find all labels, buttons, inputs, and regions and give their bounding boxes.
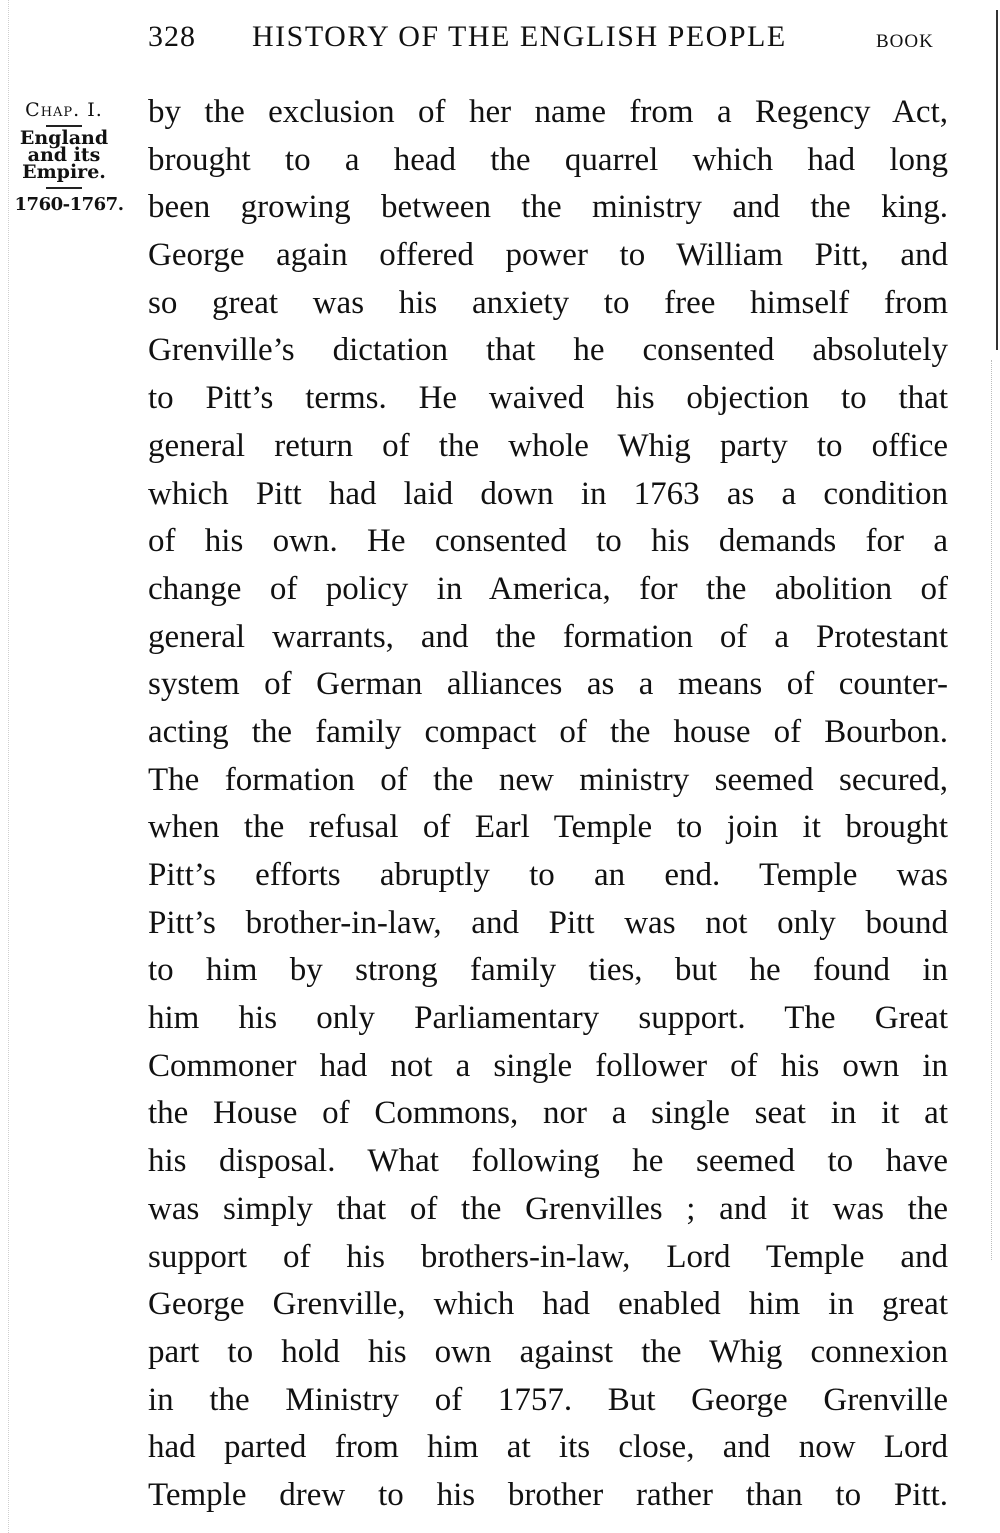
text-line: system of German alliances as a means of counter- bbox=[148, 666, 948, 703]
text-line: George again offered power to William Pitt, and bbox=[148, 237, 948, 274]
text-line: general return of the whole Whig party to office bbox=[148, 427, 948, 464]
text-line: him his only Parliamentary support. The Great bbox=[148, 1000, 948, 1037]
text-line: general warrants, and the formation of a Protestant bbox=[148, 618, 948, 655]
text-line: been growing between the ministry and the king. bbox=[148, 189, 948, 226]
page-number: 328 bbox=[148, 20, 196, 53]
text-line: Commoner had not a single follower of his own in bbox=[148, 1047, 948, 1084]
text-line: support of his brothers-in-law, Lord Temple and bbox=[148, 1238, 948, 1275]
scan-edge-right bbox=[996, 10, 998, 350]
text-line: Pitt’s efforts abruptly to an end. Temple was bbox=[148, 857, 948, 893]
sidenote-topic-line: England bbox=[19, 127, 109, 149]
sidenote-date-range: 1760-1767. bbox=[14, 194, 124, 215]
text-line: Temple drew to his brother rather than to Pitt. bbox=[148, 1476, 948, 1513]
text-line: brought to a head the quarrel which had long bbox=[148, 141, 948, 178]
text-line: so great was his anxiety to free himself from bbox=[148, 284, 948, 321]
sidenote-topic-line: Empire. bbox=[22, 161, 106, 183]
text-line: Grenville’s dictation that he consented absolutely bbox=[148, 332, 948, 369]
text-line: in the Ministry of 1757. But George Grenville bbox=[148, 1381, 948, 1418]
running-head bbox=[0, 18, 1000, 58]
body-text bbox=[148, 89, 948, 1520]
text-line: George Grenville, which had enabled him in great bbox=[148, 1286, 948, 1323]
text-line: part to hold his own against the Whig connexion bbox=[148, 1333, 948, 1370]
margin-sidenotes bbox=[14, 100, 124, 215]
text-line: Pitt’s brother-in-law, and Pitt was not only bound bbox=[148, 904, 948, 941]
text-line: which Pitt had laid down in 1763 as a condition bbox=[148, 475, 948, 512]
text-line: when the refusal of Earl Temple to join it brought bbox=[148, 809, 948, 846]
text-line: by the exclusion of her name from a Regency Act, bbox=[148, 94, 948, 130]
scan-edge-right-dotted bbox=[990, 360, 992, 1260]
text-line: to him by strong family ties, but he found in bbox=[148, 952, 948, 989]
running-title: HISTORY OF THE ENGLISH PEOPLE bbox=[252, 20, 787, 53]
text-line: change of policy in America, for the abolition of bbox=[148, 570, 948, 607]
scan-edge-left bbox=[8, 0, 49, 1533]
text-line: The formation of the new ministry seemed secured, bbox=[148, 761, 948, 798]
text-line: of his own. He consented to his demands for a bbox=[148, 523, 948, 560]
text-line: his disposal. What following he seemed to have bbox=[148, 1143, 948, 1180]
text-line: to Pitt’s terms. He waived his objection to that bbox=[148, 380, 948, 417]
sidenote-topic-line: and its bbox=[27, 144, 101, 166]
chapter-label: Chap. I. bbox=[25, 99, 103, 121]
text-line: acting the family compact of the house of Bourbon. bbox=[148, 713, 948, 750]
text-line: had parted from him at its close, and now Lord bbox=[148, 1429, 948, 1466]
book-label: BOOK bbox=[876, 31, 934, 52]
text-line: the House of Commons, nor a single seat in it at bbox=[148, 1095, 948, 1132]
text-line: was simply that of the Grenvilles ; and it was the bbox=[148, 1190, 948, 1227]
sidenote-rule bbox=[46, 187, 82, 189]
